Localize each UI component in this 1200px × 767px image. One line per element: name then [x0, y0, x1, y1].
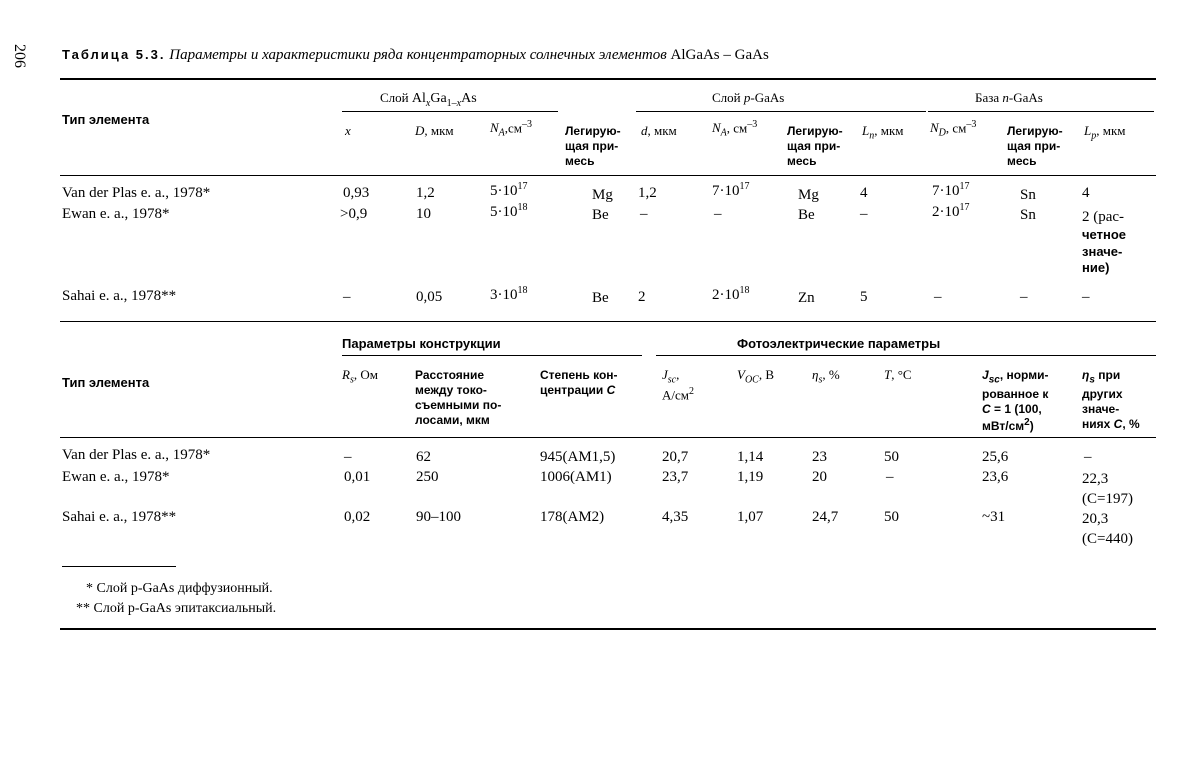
t2-row3-eta-other: 20,3 (C=440) — [1082, 511, 1133, 547]
rule-group-2 — [636, 111, 926, 112]
table-caption — [62, 48, 769, 63]
t2-col-Jsc: $J_{sc}$, $А/см^2$ — [662, 367, 694, 402]
t2-row1-Jsc-norm: 25,6 — [982, 449, 1009, 465]
t1-row3-Lp: – — [1082, 289, 1090, 305]
t2-row1-T: 50 — [884, 449, 899, 465]
t1-row1-Ln: 4 — [860, 185, 868, 201]
t2-col-distance: Расстояние между токо- съемными по- лосами, мкм — [415, 368, 502, 427]
t2-row2-eta: 20 — [812, 469, 827, 485]
t2-row3-Voc: 1,07 — [737, 509, 764, 525]
t2-row2-eta-other: 22,3 (C=197) — [1082, 471, 1133, 507]
t1-row2-x: >0,9 — [340, 206, 368, 222]
t1-row2-Lp: 2 (рас- четное значе- ние) — [1082, 209, 1126, 275]
t2-row1-concentration: 945(AM1,5) — [540, 449, 616, 465]
t2-row1-Jsc: 20,7 — [662, 449, 689, 465]
t1-col-dopant1: Легирую- щая при- месь — [565, 124, 621, 168]
t1-row2-Ln: – — [860, 206, 868, 222]
t1-row3-d: 2 — [638, 289, 646, 305]
t1-col-D: D, мкм — [415, 123, 454, 138]
rule-group-1 — [342, 111, 558, 112]
rule-t1-head — [60, 175, 1156, 176]
t1-col-dopant3: Легирую- щая при- месь — [1007, 124, 1063, 168]
t2-col-Rs: $R_s$, Ом — [342, 367, 378, 386]
t1-row3-dop3: – — [1020, 289, 1028, 305]
t2-row1-Voc: 1,14 — [737, 449, 764, 465]
t2-row2-Rs: 0,01 — [344, 469, 371, 485]
t2-row3-eta: 24,7 — [812, 509, 839, 525]
t2-row2-T: – — [886, 469, 894, 485]
t2-row2-distance: 250 — [416, 469, 439, 485]
page-number: 206 — [11, 44, 28, 68]
t1-col-NA2: $N_A$, $см^{-3}$ — [712, 119, 758, 139]
t1-row1-NA2: $7\cdot 10^{17}$ — [712, 181, 750, 199]
footnote-2: ** Слой p-GaAs эпитаксиальный. — [76, 601, 277, 616]
t1-col-d: d, мкм — [641, 123, 677, 138]
t2-row2-concentration: 1006(AM1) — [540, 469, 612, 485]
caption-title: Параметры и характеристики ряда концентраторных солнечных элементов — [169, 47, 667, 63]
t1-row3-NA1: $3\cdot 10^{18}$ — [490, 285, 528, 303]
t1-row2-d: – — [640, 206, 648, 222]
t2-row2-Jsc-norm: 23,6 — [982, 469, 1009, 485]
t1-row3-x: – — [343, 289, 351, 305]
t1-group-pgaas: Слой p-GaAs — [712, 90, 785, 105]
t2-row3-distance: 90–100 — [416, 509, 461, 525]
t2-row3-Rs: 0,02 — [344, 509, 371, 525]
t1-col-x: x — [345, 123, 351, 138]
t1-row2-D: 10 — [416, 206, 431, 222]
caption-label: Таблица 5.3. — [62, 47, 166, 62]
t2-col-T: T, °C — [884, 367, 912, 382]
t2-row3-Jsc-norm: ~31 — [982, 509, 1006, 525]
t1-row1-dop3: Sn — [1020, 187, 1036, 203]
t1-row1-Lp: 4 — [1082, 185, 1090, 201]
t2-group-photo: Фотоэлектрические параметры — [737, 336, 941, 351]
t1-row3-dop2: Zn — [798, 290, 815, 306]
t2-row3-concentration: 178(AM2) — [540, 509, 605, 525]
rule-group-3 — [928, 111, 1154, 112]
t2-row1-distance: 62 — [416, 449, 431, 465]
t1-row3-dop1: Be — [592, 290, 609, 306]
t2-col-Voc: $V_{OC}$, В — [737, 367, 775, 386]
t1-row3-name: Sahai e. a., 1978** — [62, 288, 177, 304]
t1-row1-D: 1,2 — [416, 185, 435, 201]
t2-row3-T: 50 — [884, 509, 899, 525]
t1-row-header: Тип элемента — [62, 112, 150, 127]
caption-system: AlGaAs – GaAs — [670, 47, 769, 63]
t1-row1-name: Van der Plas e. a., 1978* — [62, 185, 211, 201]
rule-t1-bottom — [60, 321, 1156, 322]
t2-row3-name: Sahai e. a., 1978** — [62, 509, 177, 525]
t1-row2-name: Ewan e. a., 1978* — [62, 206, 170, 222]
t2-row1-name: Van der Plas e. a., 1978* — [62, 447, 211, 463]
t1-row1-x: 0,93 — [343, 185, 370, 201]
t1-row1-ND: $7\cdot 10^{17}$ — [932, 181, 970, 199]
t1-col-ND: $N_D$, $см^{-3}$ — [930, 119, 977, 139]
t1-row1-d: 1,2 — [638, 185, 657, 201]
t2-row2-name: Ewan e. a., 1978* — [62, 469, 170, 485]
t2-row2-Jsc: 23,7 — [662, 469, 689, 485]
t2-row1-Rs: – — [344, 449, 352, 465]
t2-row1-eta: 23 — [812, 449, 827, 465]
t2-row1-eta-other: – — [1084, 449, 1092, 465]
t1-row2-NA2: – — [714, 206, 722, 222]
t2-group-construction: Параметры конструкции — [342, 336, 501, 351]
t2-col-eta: $\eta_s$, % — [812, 367, 840, 386]
t1-row2-dop1: Be — [592, 207, 609, 223]
t1-row3-ND: – — [934, 289, 942, 305]
rule-top — [60, 78, 1156, 80]
t2-row2-Voc: 1,19 — [737, 469, 764, 485]
t1-group-ngaas: База n-GaAs — [975, 90, 1043, 105]
t1-col-NA1: $N_A,см^{-3}$ — [490, 119, 533, 139]
t1-row3-Ln: 5 — [860, 289, 868, 305]
rule-t2-head — [60, 437, 1156, 438]
t1-row1-dop2: Mg — [798, 187, 819, 203]
t1-row2-ND: $2\cdot 10^{17}$ — [932, 202, 970, 220]
t2-row3-Jsc: 4,35 — [662, 509, 689, 525]
t1-row3-NA2: $2\cdot 10^{18}$ — [712, 285, 750, 303]
t1-row2-NA1: $5\cdot 10^{18}$ — [490, 202, 528, 220]
algaas-formula: $Al_xGa_{1-x}As$ — [411, 91, 477, 109]
rule-t2-group-2 — [656, 355, 1156, 356]
t1-group-algaas: Слой $Al_xGa_{1-x}As$ — [380, 90, 477, 109]
t1-col-Lp: $L_p$, мкм — [1084, 123, 1126, 142]
t1-row2-dop2: Be — [798, 207, 815, 223]
footnote-1: * Слой p-GaAs диффузионный. — [86, 581, 273, 596]
rule-t2-group-1 — [342, 355, 642, 356]
t1-row1-dop1: Mg — [592, 187, 613, 203]
footnote-rule — [62, 566, 176, 567]
t2-col-concentration: Степень кон- центрации C — [540, 368, 618, 397]
t1-col-Ln: $L_n$, мкм — [862, 123, 904, 142]
t1-row3-D: 0,05 — [416, 289, 443, 305]
t1-row1-NA1: $5\cdot 10^{17}$ — [490, 181, 528, 199]
t2-row-header: Тип элемента — [62, 375, 150, 390]
rule-bottom — [60, 628, 1156, 630]
t2-col-eta-other: $\eta_s$ при других значе- ниях C, % — [1082, 368, 1140, 431]
t1-row2-dop3: Sn — [1020, 207, 1036, 223]
t1-col-dopant2: Легирую- щая при- месь — [787, 124, 843, 168]
t2-col-Jsc-norm: $J_{sc}$, норми- рованное к C = 1 (100, мВт/$см^2$) — [982, 368, 1049, 433]
